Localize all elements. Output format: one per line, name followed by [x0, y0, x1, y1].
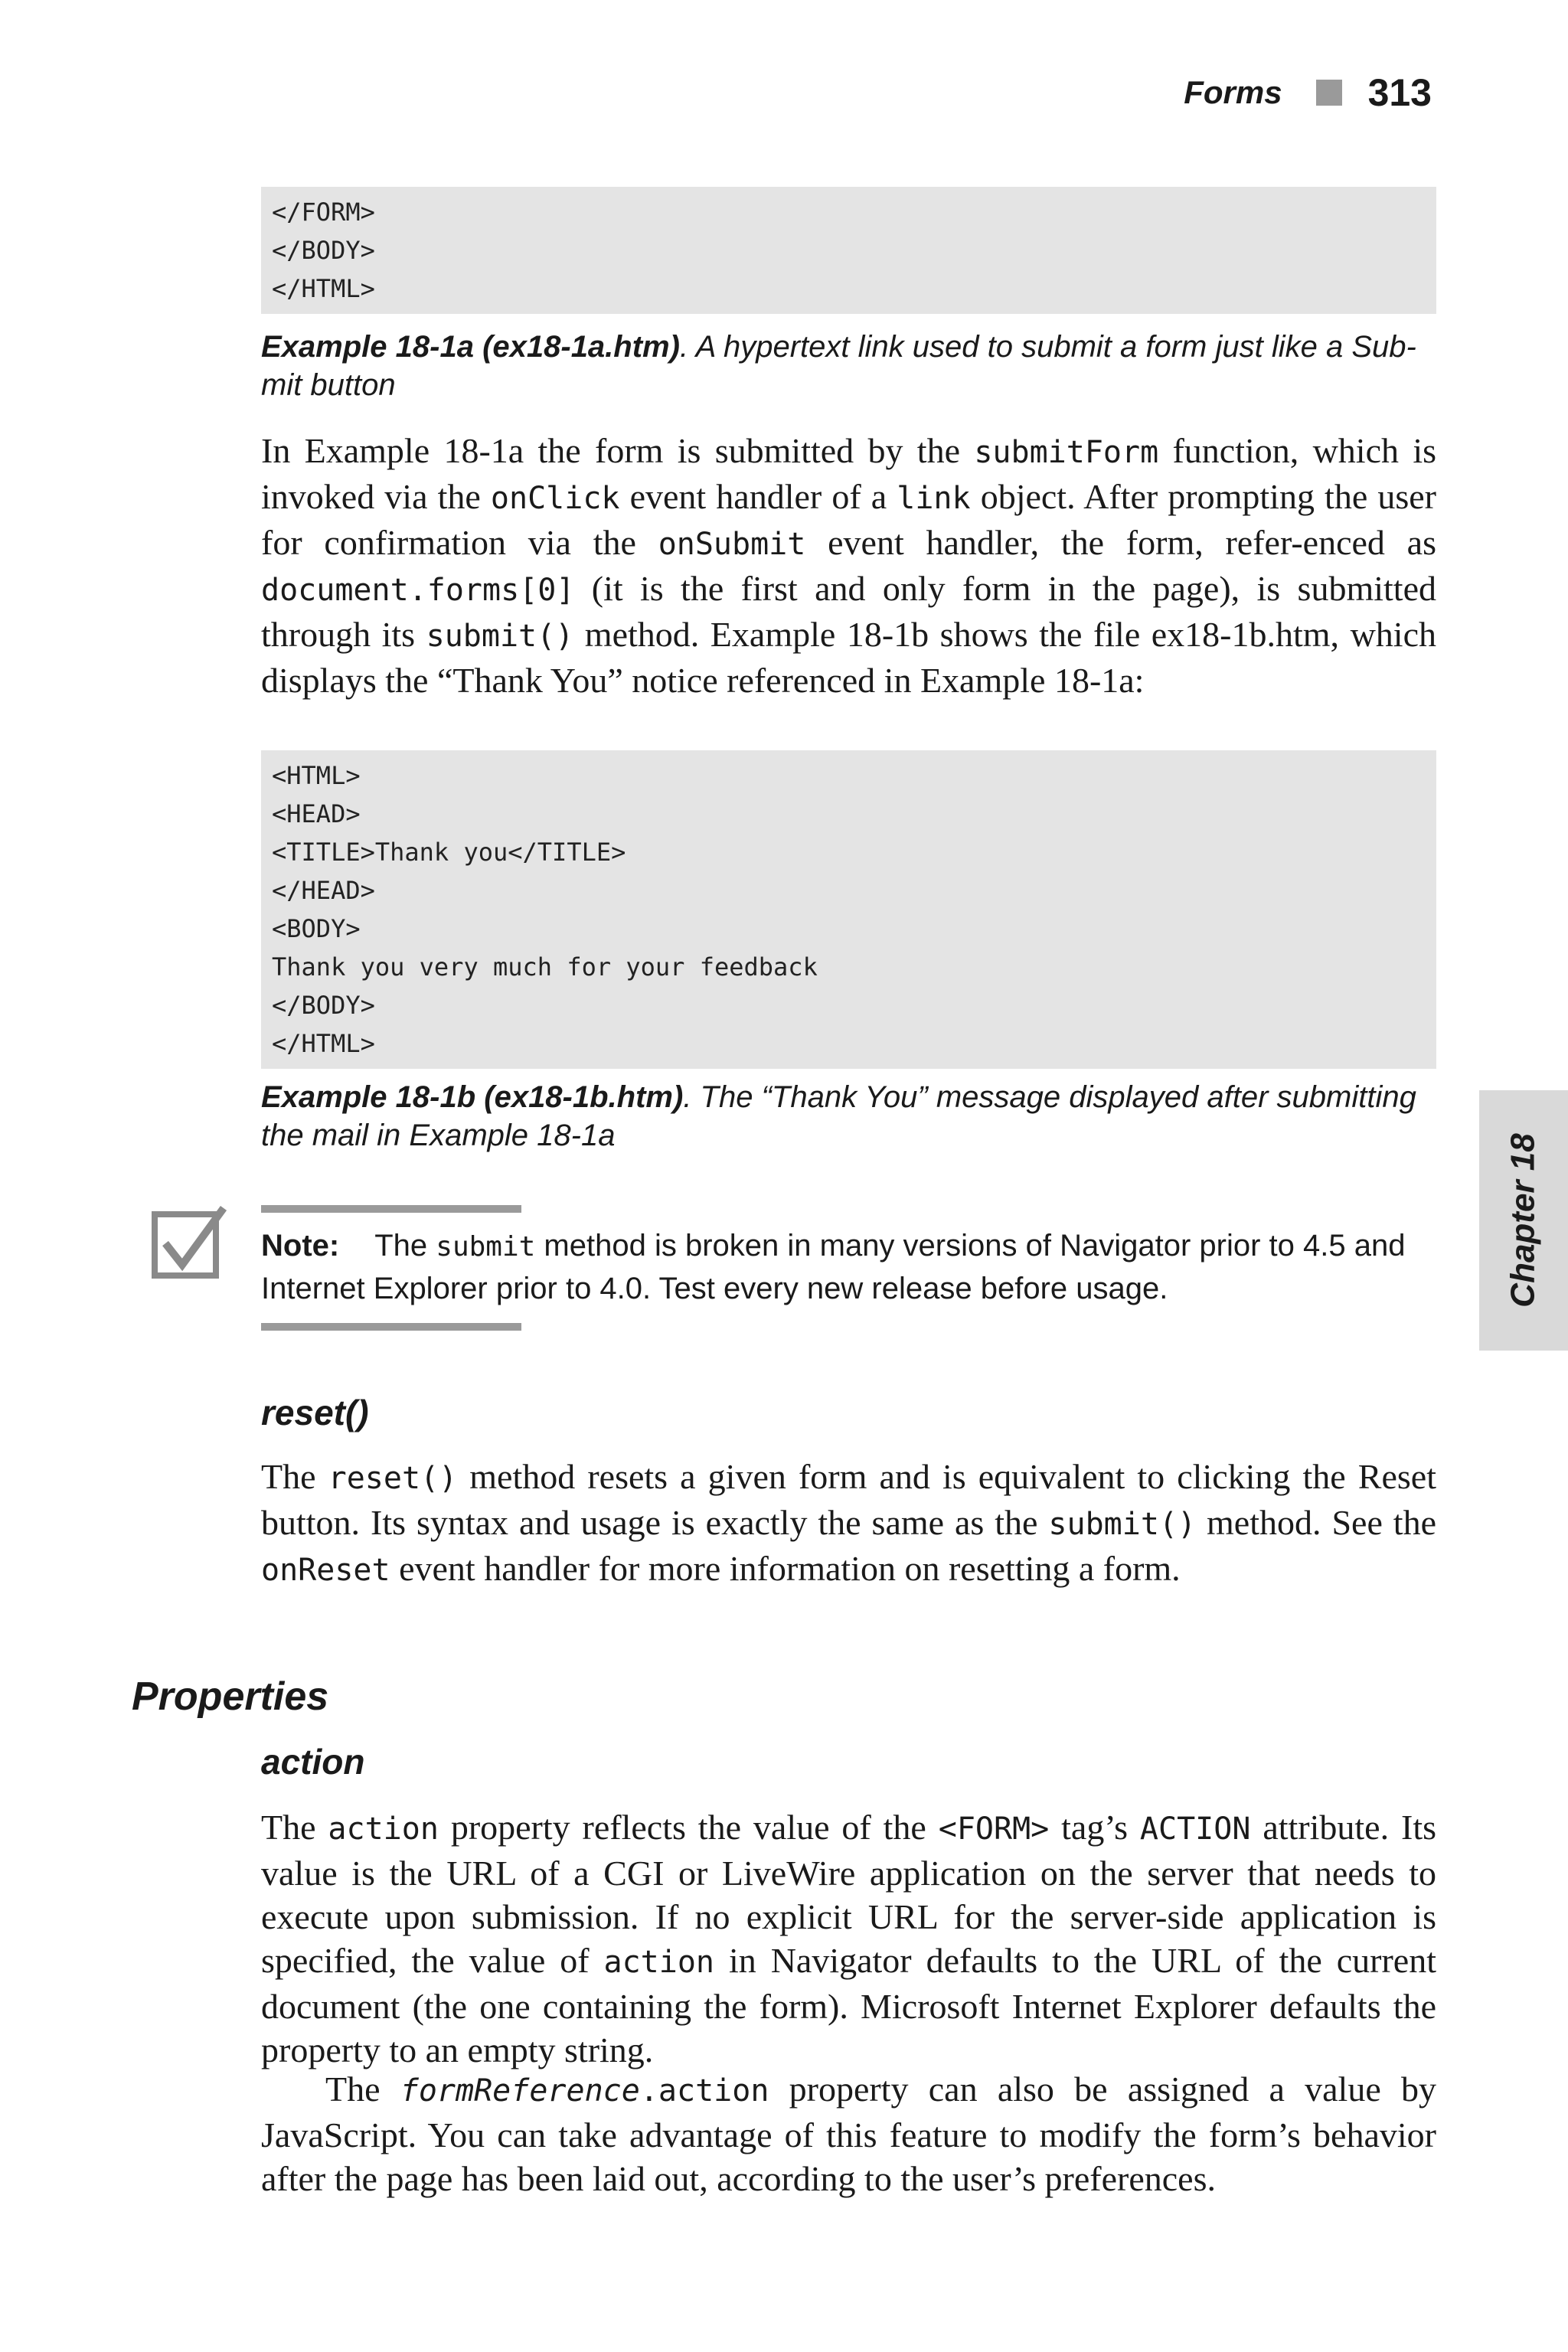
text-run: in Navigator defaults to the URL of the current document (the one containing the form). Microsoft Internet Explorer defaults the property to an empty string. — [261, 1941, 1436, 2069]
code-line: <BODY> — [272, 914, 361, 943]
text-run: The — [325, 2069, 400, 2109]
heading-reset: reset() — [261, 1393, 369, 1432]
text-run: (it is the first and only form in the page), is submitted through its — [261, 569, 1436, 654]
code-line: </HEAD> — [272, 876, 375, 905]
code-line: <HEAD> — [272, 799, 361, 828]
running-head-square — [1316, 80, 1342, 106]
code-run: onClick — [490, 481, 620, 516]
text-run: The — [261, 1457, 328, 1496]
code-block-2 — [261, 750, 1436, 1069]
code-run: submit — [436, 1231, 536, 1263]
text-run: function, which is invoked via the — [261, 431, 1436, 516]
text-run: property can also be assigned a value by JavaScript. You can take advantage of this feature to modify the form’s behavior after the page has been laid out, according to the user’s preferences. — [261, 2069, 1436, 2198]
code-run: onSubmit — [658, 527, 806, 562]
caption-example-18-1b — [261, 1078, 1436, 1155]
note-label: Note: — [261, 1229, 340, 1263]
text-run: In Example 18-1a the form is submitted by the — [261, 431, 975, 470]
code-run: submitForm — [974, 435, 1159, 470]
code-run: ACTION — [1139, 1811, 1251, 1847]
code-run: submit() — [426, 619, 574, 654]
note-box — [261, 1225, 1436, 1309]
heading-properties: Properties — [132, 1674, 329, 1719]
heading-action: action — [261, 1742, 365, 1782]
paragraph-action-1 — [261, 1805, 1436, 2072]
code-line: </BODY> — [272, 236, 375, 265]
code-run-italic: formReference — [400, 2073, 640, 2109]
checkbox-icon — [150, 1204, 227, 1280]
caption-id: Example 18-1b (ex18-1b.htm) — [261, 1080, 684, 1114]
note-top-rule — [261, 1205, 521, 1213]
text-run: event handler, the form, refer-enced as — [805, 523, 1437, 562]
code-line: </HTML> — [272, 1029, 375, 1058]
code-line: <TITLE>Thank you</TITLE> — [272, 838, 626, 867]
chapter-tab — [1479, 1090, 1568, 1351]
caption-text: . A hypertext link used to submit a form just like a Sub-mit button — [261, 330, 1416, 402]
paragraph-reset — [261, 1455, 1436, 1592]
text-run: event handler for more information on resetting a form. — [390, 1549, 1181, 1588]
paragraph-action-2 — [261, 2067, 1436, 2200]
code-line: </HTML> — [272, 274, 375, 303]
running-head-section: Forms — [1184, 74, 1282, 110]
code-run: submit() — [1048, 1507, 1197, 1542]
running-head — [1184, 70, 1432, 115]
caption-text: . The “Thank You” message displayed after submitting the mail in Example 18-1a — [261, 1080, 1416, 1152]
code-block-1 — [261, 187, 1436, 314]
text-run: The — [374, 1229, 436, 1263]
caption-id: Example 18-1a (ex18-1a.htm) — [261, 330, 680, 364]
text-run: tag’s — [1049, 1808, 1140, 1847]
code-line: </FORM> — [272, 198, 375, 227]
text-run: method. See the — [1196, 1503, 1436, 1542]
text-run: property reflects the value of the — [438, 1808, 939, 1847]
text-run: method resets a given form and is equivalent to clicking the Reset button. Its syntax and usage is exactly the same as the — [261, 1457, 1436, 1542]
code-line: Thank you very much for your feedback — [272, 952, 818, 982]
page-number: 313 — [1367, 71, 1432, 114]
text-run: object. After prompting the user for confirmation via the — [261, 477, 1436, 562]
text-run: event handler of a — [619, 477, 897, 516]
text-run: attribute. Its value is the URL of a CGI or LiveWire application on the server that needs to execute upon submission. If no explicit URL for the server-side application is specified, the value of — [261, 1808, 1436, 1980]
note-bottom-rule — [261, 1323, 521, 1331]
code-run: onReset — [261, 1553, 390, 1588]
code-run: <FORM> — [938, 1811, 1050, 1847]
code-line: </BODY> — [272, 991, 375, 1020]
code-run: link — [897, 481, 971, 516]
text-run: method is broken in many versions of Navigator prior to 4.5 and Internet Explorer prior to 4.0. Test every new release before usage. — [261, 1229, 1406, 1305]
code-run: action — [328, 1811, 439, 1847]
chapter-tab-label: Chapter 18 — [1504, 1133, 1543, 1308]
text-run: method. Example 18-1b shows the file ex18-1b.htm, which displays the “Thank You” notice referenced in Example 18-1a: — [261, 615, 1436, 700]
caption-example-18-1a — [261, 328, 1436, 404]
code-run: .action — [639, 2073, 769, 2109]
code-run: document.forms[0] — [261, 573, 575, 608]
code-line: <HTML> — [272, 761, 361, 790]
text-run: The — [261, 1808, 328, 1847]
code-run: reset() — [328, 1461, 458, 1496]
code-run: action — [603, 1945, 714, 1980]
paragraph-submit-explanation — [261, 429, 1436, 702]
